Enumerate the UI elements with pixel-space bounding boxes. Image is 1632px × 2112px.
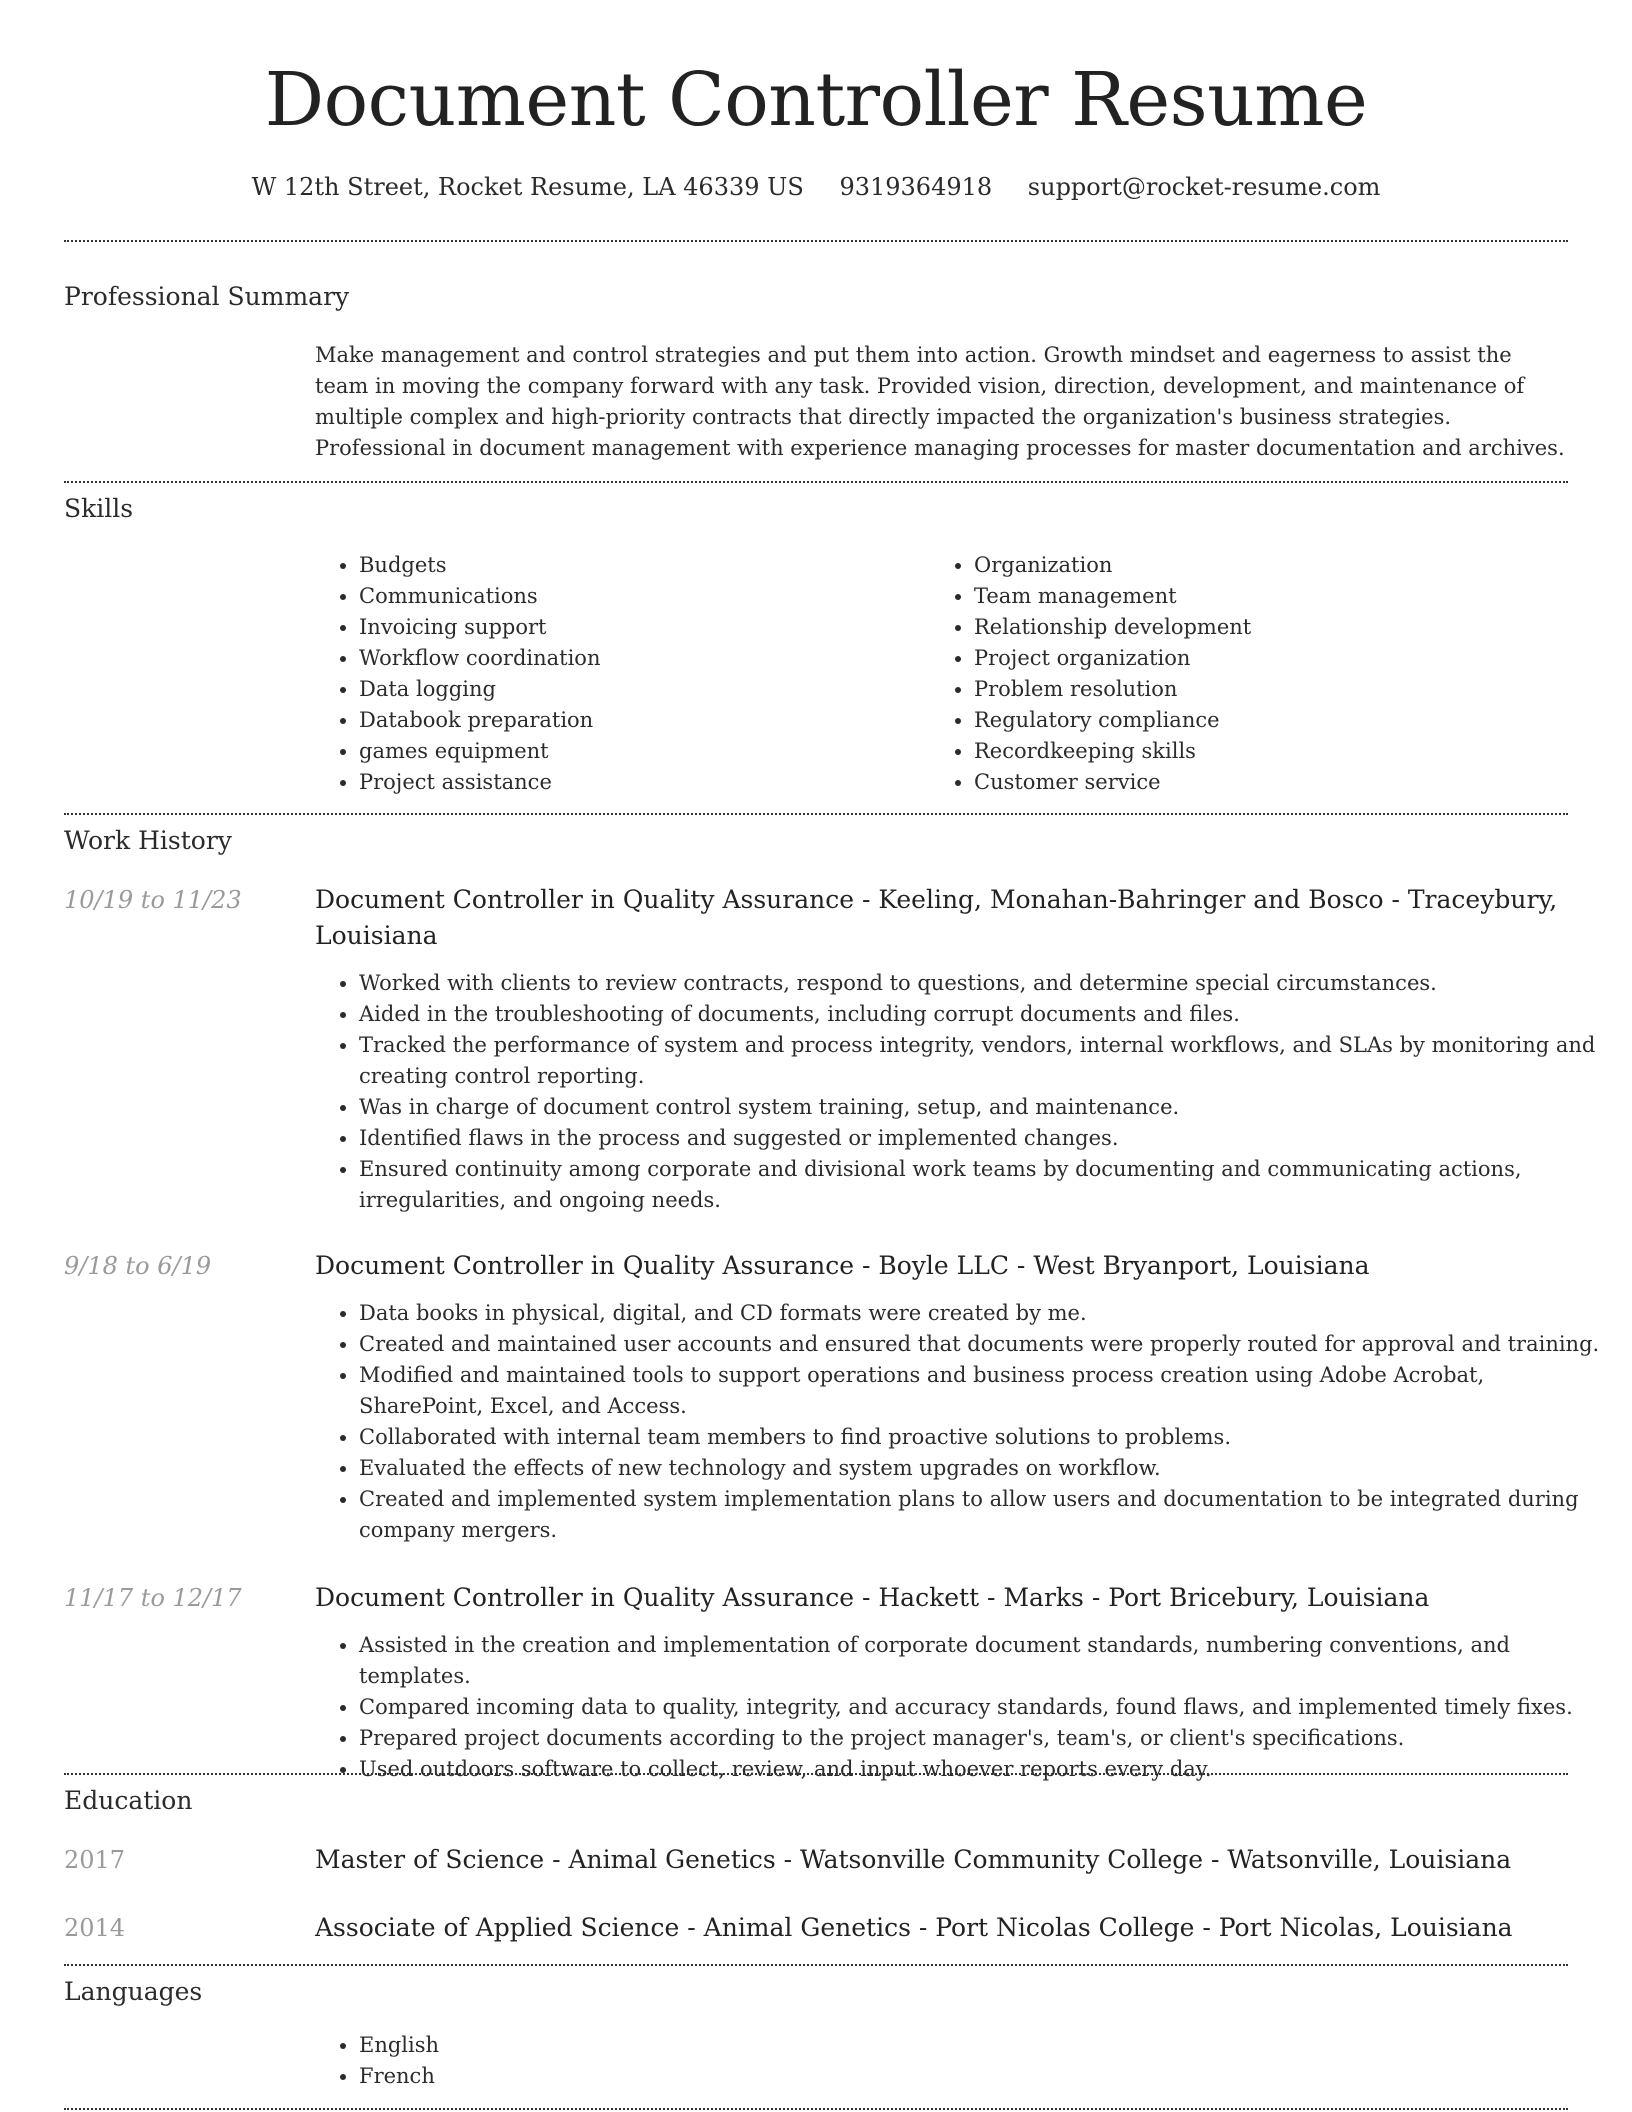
job-heading: Document Controller in Quality Assurance - Boyle LLC - West Bryanport, Louisiana	[315, 1251, 1370, 1280]
contact-address: W 12th Street, Rocket Resume, LA 46339 US	[251, 173, 804, 201]
skill-item: • Recordkeeping skills	[974, 736, 1574, 767]
languages-section	[64, 1975, 1568, 2088]
skill-item: • Invoicing support	[359, 612, 959, 643]
work-heading: Work History	[64, 826, 232, 855]
languages-heading: Languages	[64, 1977, 203, 2006]
job-bullet: • Ensured continuity among corporate and divisional work teams by documenting and communicating actions, irregularities, and ongoing needs.	[359, 1154, 1612, 1216]
languages-list	[315, 2030, 1612, 2092]
contact-email[interactable]: support@rocket-resume.com	[1027, 173, 1381, 201]
language-item: • French	[359, 2061, 1612, 2092]
skill-item: • Project organization	[974, 643, 1574, 674]
job-bullet: • Was in charge of document control system training, setup, and maintenance.	[359, 1092, 1612, 1123]
skill-item: • Team management	[974, 581, 1574, 612]
job-bullet: • Created and maintained user accounts and ensured that documents were properly routed for approval and training.	[359, 1329, 1612, 1360]
divider	[64, 240, 1568, 242]
education-year: 2014	[64, 1914, 126, 1942]
summary-text: Make management and control strategies and put them into action. Growth mindset and eagerness to assist the team in moving the company forward with any task. Provided vision, direction, development, and maintenance of multiple complex and high-priority contracts that directly impacted the organization's business strategies. Professional in document management with experience managing processes for master documentation and archives.	[315, 343, 1565, 460]
job-bullet: • Prepared project documents according to the project manager's, team's, or client's specifications.	[359, 1723, 1612, 1754]
job-bullet: • Evaluated the effects of new technology and system upgrades on workflow.	[359, 1453, 1612, 1484]
job-bullet: • Compared incoming data to quality, integrity, and accuracy standards, found flaws, and implemented timely fixes.	[359, 1692, 1612, 1723]
resume-title: Document Controller Resume	[264, 57, 1368, 143]
job-dates: 10/19 to 11/23	[64, 886, 242, 914]
skills-section	[64, 492, 1568, 794]
job-bullet: • Worked with clients to review contracts, respond to questions, and determine special circumstances.	[359, 968, 1612, 999]
skill-item: • Communications	[359, 581, 959, 612]
job-bullet: • Data books in physical, digital, and CD formats were created by me.	[359, 1298, 1612, 1329]
job-bullet: • Tracked the performance of system and process integrity, vendors, internal workflows, and SLAs by monitoring and creating control reporting.	[359, 1030, 1612, 1092]
skill-item: • Customer service	[974, 767, 1574, 798]
skills-heading: Skills	[64, 494, 134, 523]
contact-phone: 9319364918	[839, 173, 993, 201]
skills-list-left	[315, 550, 959, 798]
skill-item: • Organization	[974, 550, 1574, 581]
skill-item: • Budgets	[359, 550, 959, 581]
language-item: • English	[359, 2030, 1612, 2061]
education-entry: Master of Science - Animal Genetics - Watsonville Community College - Watsonville, Louisiana	[315, 1845, 1512, 1874]
job-bullet: • Assisted in the creation and implementation of corporate document standards, numbering conventions, and templates.	[359, 1630, 1612, 1692]
skill-item: • Project assistance	[359, 767, 959, 798]
skill-item: • Relationship development	[974, 612, 1574, 643]
job-bullet: • Identified flaws in the process and suggested or implemented changes.	[359, 1123, 1612, 1154]
job-dates: 9/18 to 6/19	[64, 1252, 212, 1280]
job-heading: Document Controller in Quality Assurance - Keeling, Monahan-Bahringer and Bosco - Traceybury, Louisiana	[315, 885, 1558, 950]
divider	[64, 813, 1568, 815]
job-bullet: • Collaborated with internal team members to find proactive solutions to problems.	[359, 1422, 1612, 1453]
job-bullet: • Created and implemented system implementation plans to allow users and documentation to be integrated during company mergers.	[359, 1484, 1612, 1546]
job-bullets	[315, 968, 1612, 1216]
summary-section	[64, 280, 1568, 460]
education-heading: Education	[64, 1786, 193, 1815]
divider	[64, 481, 1568, 483]
divider	[64, 2108, 1568, 2110]
job-bullet: • Used outdoors software to collect, review, and input whoever reports every day.	[359, 1754, 1612, 1785]
education-year: 2017	[64, 1846, 126, 1874]
work-section	[64, 824, 1600, 1781]
skill-item: • Databook preparation	[359, 705, 959, 736]
resume-page	[64, 0, 1600, 2088]
divider	[64, 1773, 1568, 1775]
skill-item: • games equipment	[359, 736, 959, 767]
job-bullets	[315, 1630, 1612, 1785]
contact-line	[64, 170, 1568, 204]
skills-list-right	[930, 550, 1574, 798]
job-heading: Document Controller in Quality Assurance - Hackett - Marks - Port Bricebury, Louisiana	[315, 1583, 1430, 1612]
skill-item: • Regulatory compliance	[974, 705, 1574, 736]
divider	[64, 1964, 1568, 1966]
skill-item: • Data logging	[359, 674, 959, 705]
job-bullet: • Modified and maintained tools to support operations and business process creation using Adobe Acrobat, SharePoint, Excel, and Access.	[359, 1360, 1612, 1422]
job-bullets	[315, 1298, 1612, 1546]
skill-item: • Problem resolution	[974, 674, 1574, 705]
job-dates: 11/17 to 12/17	[64, 1584, 242, 1612]
education-entry: Associate of Applied Science - Animal Genetics - Port Nicolas College - Port Nicolas, Louisiana	[315, 1913, 1513, 1942]
education-section	[64, 1784, 1568, 1942]
job-bullet: • Aided in the troubleshooting of documents, including corrupt documents and files.	[359, 999, 1612, 1030]
summary-heading: Professional Summary	[64, 282, 350, 311]
skill-item: • Workflow coordination	[359, 643, 959, 674]
